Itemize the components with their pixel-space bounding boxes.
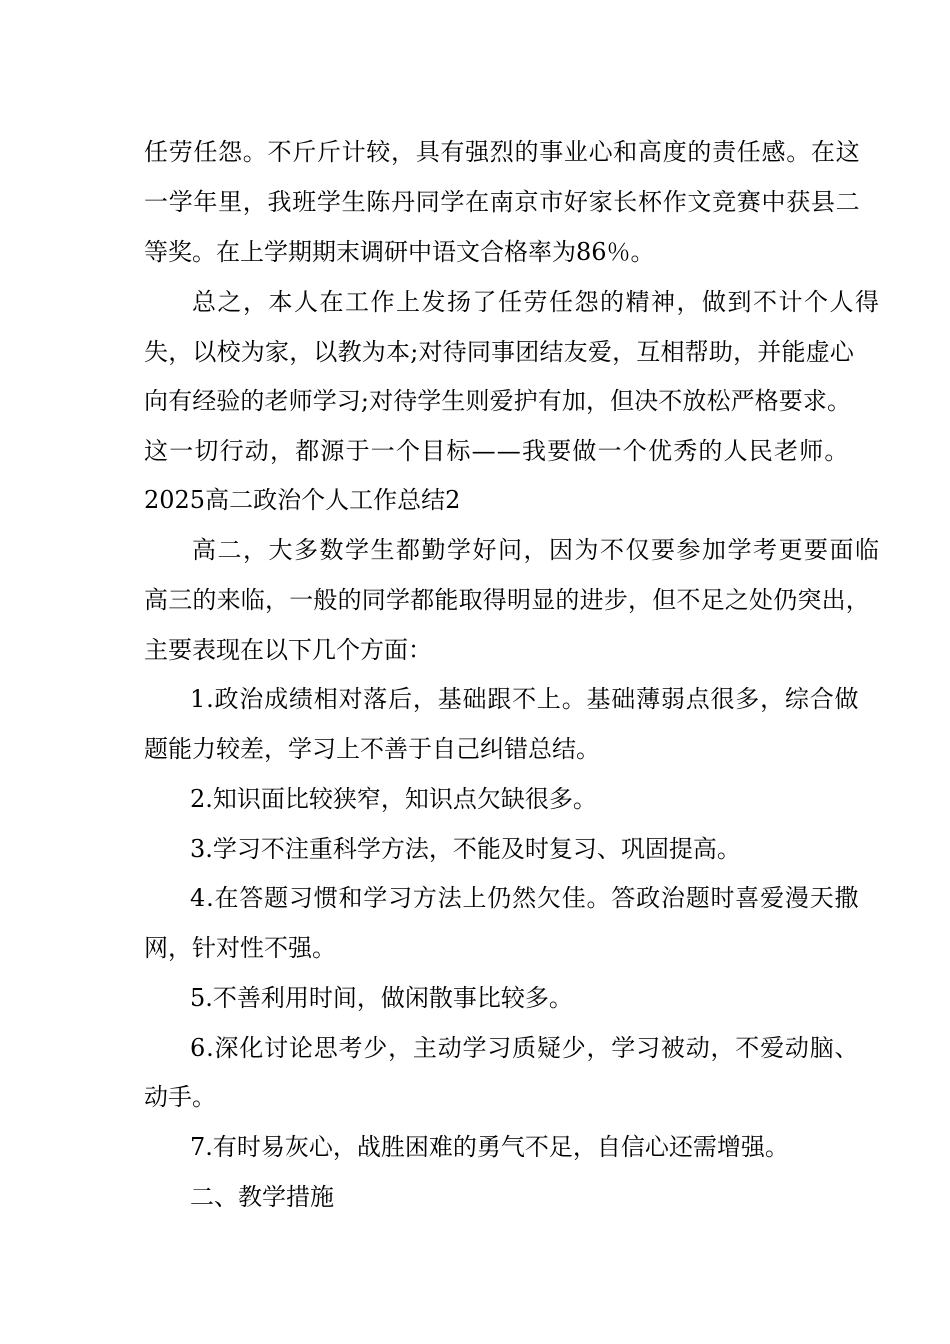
list-item: 2.知识面比较狭窄，知识点欠缺很多。 [190,785,597,813]
text-line: 这一切行动，都源于一个目标——我要做一个优秀的人民老师。 [144,437,850,465]
text-line: 失，以校为家，以教为本;对待同事团结友爱，互相帮助，并能虚心 [144,338,855,366]
text-line: 高二，大多数学生都勤学好问，因为不仅要参加学考更要面临 [192,536,881,564]
list-item: 4.在答题习惯和学习方法上仍然欠佳。答政治题时喜爱漫天撒 [190,884,860,912]
text-line: 主要表现在以下几个方面： [144,636,432,664]
text-line: 一学年里，我班学生陈丹同学在南京市好家长杯作文竞赛中获县二 [144,188,861,216]
text-line: 动手。 [144,1083,216,1111]
section-heading: 二、教学措施 [190,1183,334,1211]
section-heading: 2025高二政治个人工作总结2 [144,486,461,514]
list-item: 6.深化讨论思考少，主动学习质疑少，学习被动，不爱动脑、 [190,1034,860,1062]
text-line: 等奖。在上学期期末调研中语文合格率为86％。 [144,238,655,266]
text-line: 题能力较差，学习上不善于自己纠错总结。 [144,735,600,763]
list-item: 1.政治成绩相对落后，基础跟不上。基础薄弱点很多，综合做 [190,685,860,713]
list-item: 5.不善利用时间，做闲散事比较多。 [190,984,573,1012]
text-line: 向有经验的老师学习;对待学生则爱护有加，但决不放松严格要求。 [144,387,852,415]
list-item: 7.有时易灰心，战胜困难的勇气不足，自信心还需增强。 [190,1133,789,1161]
text-line: 任劳任怨。不斤斤计较，具有强烈的事业心和高度的责任感。在这 [144,138,861,166]
text-line: 总之，本人在工作上发扬了任劳任怨的精神，做到不计个人得 [192,288,881,316]
text-line: 高三的来临，一般的同学都能取得明显的进步，但不足之处仍突出， [144,586,870,614]
list-item: 3.学习不注重科学方法，不能及时复习、巩固提高。 [190,835,741,863]
text-line: 网，针对性不强。 [144,934,336,962]
